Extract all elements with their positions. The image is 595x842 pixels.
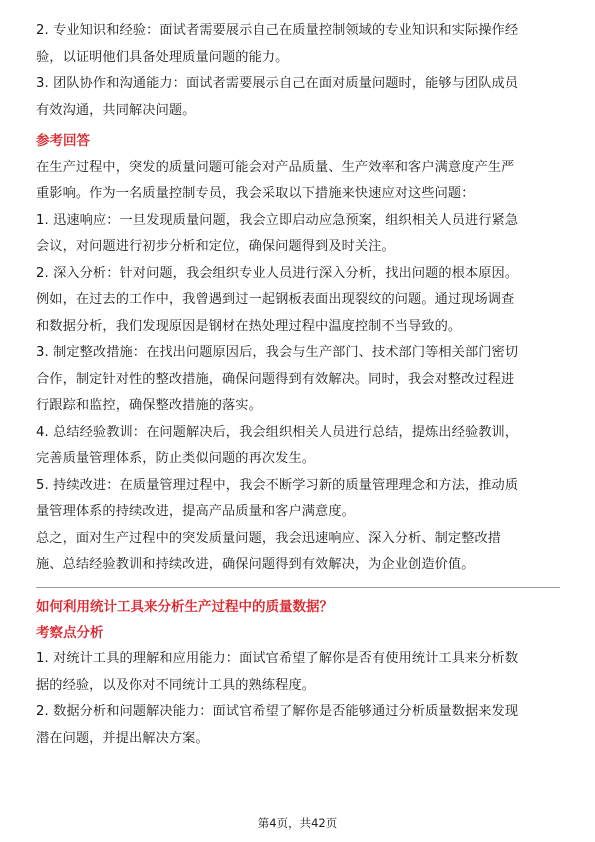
answer-step-5-line-2: 量管理体系的持续改进，提高产品质量和客户满意度。 <box>36 504 355 519</box>
answer-intro-line-1: 在生产过程中，突发的质量问题可能会对产品质量、生产效率和客户满意度产生严 <box>36 159 515 175</box>
section-divider <box>36 587 560 588</box>
answer-step-2-line-3: 和数据分析，我们发现原因是钢材在热处理过程中温度控制不当导致的。 <box>36 318 462 334</box>
analysis-items <box>36 646 560 752</box>
answer-step-4-line-1: 4. 总结经验教训：在问题解决后，我会组织相关人员进行总结，提炼出经验教训， <box>36 424 519 440</box>
answer-summary-line-1: 总之，面对生产过程中的突发质量问题，我会迅速响应、深入分析、制定整改措 <box>36 530 502 546</box>
analysis-item-1-line-1: 1. 对统计工具的理解和应用能力：面试官希望了解你是否有使用统计工具来分析数 <box>36 651 519 666</box>
intro-item-2-line-2: 验，以证明他们具备处理质量问题的能力。 <box>36 49 289 65</box>
analysis-item-2-line-2: 潜在问题，并提出解决方案。 <box>36 730 209 746</box>
answer-step-2-line-2: 例如，在过去的工作中，我曾遇到过一起钢板表面出现裂纹的问题。通过现场调查 <box>36 292 515 307</box>
answer-step-3-line-1: 3. 制定整改措施：在找出问题原因后，我会与生产部门、技术部门等相关部门密切 <box>36 345 519 360</box>
intro-items <box>36 18 560 124</box>
answer-summary-line-2: 施、总结经验教训和持续改进，确保问题得到有效解决，为企业创造价值。 <box>36 557 475 572</box>
answer-intro-line-2: 重影响。作为一名质量控制专员，我会采取以下措施来快速应对这些问题： <box>36 186 475 201</box>
analysis-item-2-line-1: 2. 数据分析和问题解决能力：面试官希望了解你是否能够通过分析质量数据来发现 <box>36 704 519 719</box>
answer-step-3-line-3: 行跟踪和监控，确保整改措施的落实。 <box>36 398 262 413</box>
intro-item-3-line-2: 有效沟通，共同解决问题。 <box>36 102 196 118</box>
analysis-item-1-line-2: 据的经验，以及你对不同统计工具的熟练程度。 <box>36 677 316 693</box>
answer-step-1-line-1: 1. 迅速响应：一旦发现质量问题，我会立即启动应急预案，组织相关人员进行紧急 <box>36 212 519 228</box>
answer-step-1-line-2: 会议，对问题进行初步分析和定位，确保问题得到及时关注。 <box>36 239 395 254</box>
answer-body <box>36 155 560 579</box>
page-footer: 第4页，共42页 <box>257 816 338 830</box>
answer-heading: 参考回答 <box>36 133 90 149</box>
answer-step-5-line-1: 5. 持续改进：在质量管理过程中，我会不断学习新的质量管理理念和方法，推动质 <box>36 477 519 493</box>
intro-item-2-line-1: 2. 专业知识和经验：面试者需要展示自己在质量控制领域的专业知识和实际操作经 <box>36 23 519 38</box>
answer-step-3-line-2: 合作，制定针对性的整改措施，确保问题得到有效解决。同时，我会对整改过程进 <box>36 371 515 387</box>
next-question-title: 如何利用统计工具来分析生产过程中的质量数据？ <box>36 598 333 615</box>
answer-step-4-line-2: 完善质量管理体系，防止类似问题的再次发生。 <box>36 451 316 466</box>
analysis-heading: 考察点分析 <box>36 624 104 641</box>
page-content <box>36 18 560 752</box>
answer-step-2-line-1: 2. 深入分析：针对问题，我会组织专业人员进行深入分析，找出问题的根本原因。 <box>36 265 519 281</box>
intro-item-3-line-1: 3. 团队协作和沟通能力：面试者需要展示自己在面对质量问题时，能够与团队成员 <box>36 76 519 91</box>
